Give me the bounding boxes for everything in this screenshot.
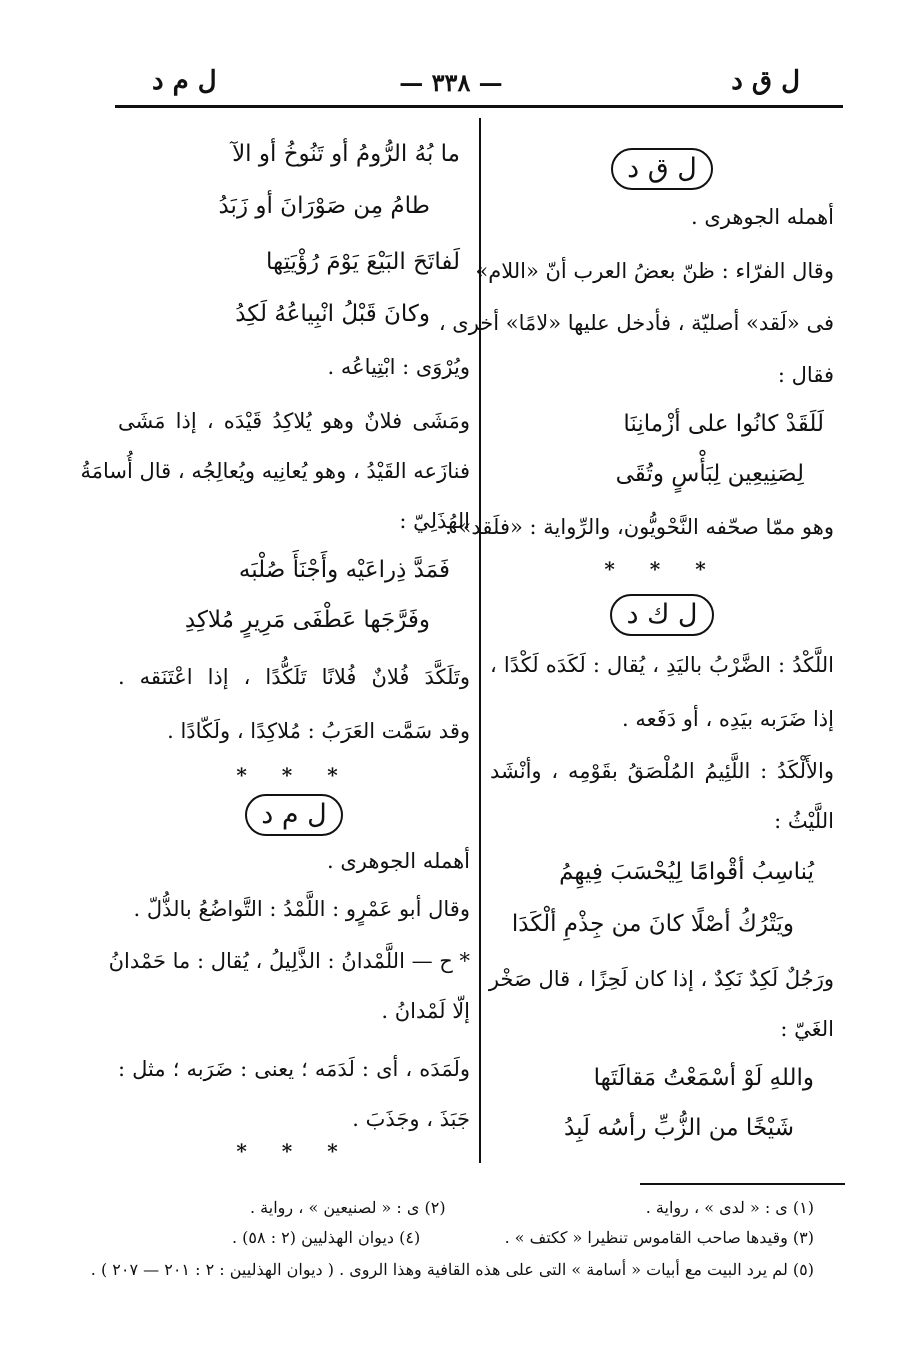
verse-line: واللهِ لَوْ أسْمَعْتُ مَقالَتَها	[593, 1065, 814, 1091]
footnote: (٢) ى : « لصنيعين » ، رواية .	[250, 1198, 446, 1217]
verse-line: وكانَ قَبْلُ انْبِياعُهُ لَكِدُ	[235, 301, 430, 327]
text-line: وقال الفرّاء : ظنّ بعضُ العرب أنّ «اللام»	[475, 259, 834, 283]
footnote-rule	[640, 1183, 845, 1185]
text-line: اللَّكْدُ : الضَّرْبُ باليَدِ ، يُقال : لَكَدَه لَكْدًا ،	[490, 653, 834, 677]
entry-heading-lmd: ل م د	[118, 794, 470, 836]
footnote: (٥) لم يرد البيت مع أبيات « أسامة » التى على هذه القافية وهذا الروى . ( ديوان الهذليين : ٢ : ٢٠١ — ٢٠٧ ) .	[90, 1260, 814, 1279]
text-line: إلّا لَمْدانُ .	[381, 999, 470, 1023]
running-head-left: ل م د	[152, 66, 217, 96]
text-line: فى «لَقد» أصليّة ، فأدخل عليها «لامًا» أخرى ،	[438, 311, 834, 335]
text-line: الغَيّ :	[780, 1017, 834, 1041]
text-line: أهمله الجوهرى .	[326, 849, 470, 873]
verse-line: ويَتْرُكُ أصْلًا كانَ من جِذْمِ ألْكَدَا	[511, 911, 794, 937]
text-line: الهُذَلِيّ :	[399, 509, 470, 533]
verse-line: يُناسِبُ أقْوامًا لِيُحْسَبَ فِيهِمُ	[559, 859, 814, 885]
text-line: * ح — اللَّمْدانُ : الذَّلِيلُ ، يُقال : ما حَمْدانُ	[108, 949, 470, 973]
text-line: ورَجُلٌ لَكِدٌ نَكِدٌ ، إذا كان لَحِزًا ، قال صَخْر	[488, 967, 834, 991]
verse-line: لِصَنِيعِين لِبَأْسٍ وتُقَى	[615, 461, 804, 487]
text-line: ويُرْوَى : ابْتِياعُه .	[327, 355, 470, 379]
text-line: أهمله الجوهرى .	[690, 205, 834, 229]
text-line: وتَلَكَّدَ فُلانٌ فُلانًا تَلَكُّدًا ، إذا اعْتَنَقه .	[118, 665, 470, 689]
text-line: ومَشَى فلانٌ وهو يُلاكِدُ قَيْدَه ، إذا مَشَى	[118, 409, 470, 433]
text-line: فقال :	[777, 363, 834, 387]
text-line: فنازَعه القَيْدُ ، وهو يُعانِيه ويُعالِجُه ، قال أُسامَةُ	[80, 459, 470, 483]
text-line: جَبَذَ ، وجَذَبَ .	[352, 1107, 470, 1131]
footnote: (٤) ديوان الهذليين (٢ : ٥٨) .	[232, 1228, 421, 1247]
verse-line: ما بُهُ الرُّومُ أو تَنُوخُ أو الآ	[232, 141, 460, 167]
verse-line: لَلَقَدْ كانُوا على أزْمانِنَا	[623, 411, 824, 437]
section-stars: * * *	[236, 1139, 352, 1163]
text-line: إذا ضَرَبه بيَدِه ، أو دَفَعه .	[621, 707, 834, 731]
page-number: — ٣٣٨ —	[399, 68, 503, 97]
section-stars: * * *	[236, 763, 352, 787]
header-rule	[115, 105, 843, 108]
text-line: والأَلْكَدُ : اللَّئِيمُ المُلْصَقُ بقَوْمِه ، وأنْشَد	[490, 759, 834, 783]
verse-line: وفَرَّجَها عَطْفَى مَرِيرٍ مُلاكِدِ	[184, 607, 430, 633]
verse-line: لَفاتَحَ البَيْعَ يَوْمَ رُؤْيَتِها	[265, 249, 460, 275]
text-line: وهو ممّا صحّفه النَّحْويُّون، والرِّواية : «فلَقد» .	[445, 515, 834, 539]
section-stars: * * *	[604, 557, 720, 581]
verse-line: فَمَدَّ ذِراعَيْه وأَجْنَأَ صُلْبَه	[238, 557, 450, 583]
entry-heading-lqd: ل ق د	[490, 148, 834, 190]
text-line: ولَمَدَه ، أى : لَدَمَه ؛ يعنى : ضَرَبه ؛ مثل :	[118, 1057, 470, 1081]
running-head-right: ل ق د	[731, 66, 800, 96]
entry-heading-lkd: ل ك د	[490, 594, 834, 636]
text-line: اللَّيْثُ :	[774, 809, 834, 833]
text-line: وقد سَمَّت العَرَبُ : مُلاكِدًا ، ولَكّادًا .	[167, 719, 470, 743]
verse-line: طامُ مِن صَوْرَانَ أو زَبَدُ	[218, 193, 430, 219]
verse-line: شَيْخًا من الزُّبِّ رأسُه لَبِدُ	[564, 1115, 794, 1141]
footnote: (٣) وقيدها صاحب القاموس تنظيرا « ككتف » .	[504, 1228, 814, 1247]
text-line: وقال أبو عَمْرٍو : اللَّمْدُ : التَّواضُعُ بالذُّلّ .	[133, 897, 470, 921]
footnote: (١) ى : « لدى » ، رواية .	[645, 1198, 814, 1217]
